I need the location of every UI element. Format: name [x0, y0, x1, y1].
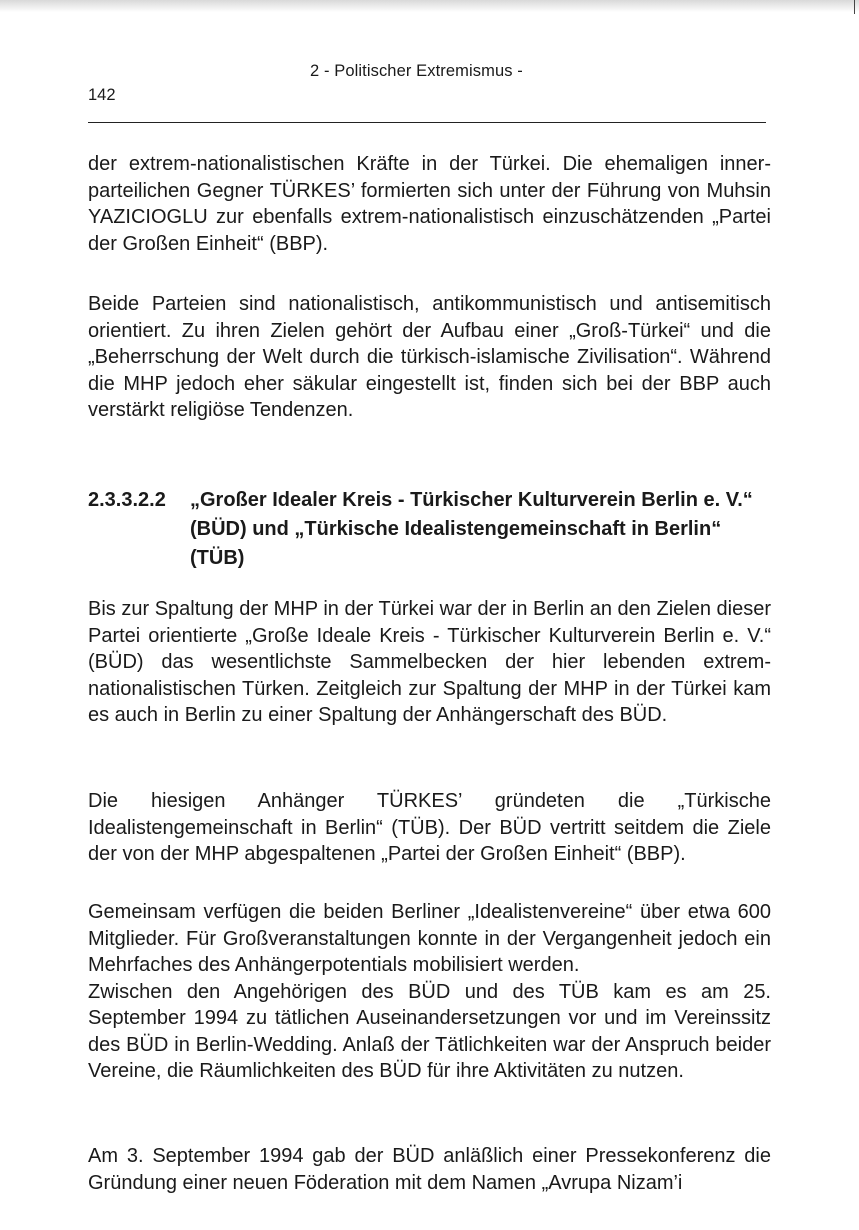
paragraph: Die hiesigen Anhänger TÜRKES’ gründeten die „Türkische Idealistengemeinschaft in Berlin“ (TÜB). Der BÜD vertritt seitdem die Ziele der von der MHP abgespaltenen „Partei der Großen Einheit“ (BBP).	[88, 790, 771, 865]
section-title: „Großer Idealer Kreis - Türkischer Kulturverein Berlin e. V.“ (BÜD) und „Türkische Idealistengemeinschaft in Berlin“ (TÜB)	[190, 489, 753, 569]
page-number: 142	[88, 86, 116, 104]
scan-edge-shadow	[0, 0, 859, 12]
paragraph: Gemeinsam verfügen die beiden Berliner „Idealistenvereine“ über etwa 600 Mitglieder. Für Großveranstaltungen konnte in der Vergangenheit jedoch ein Mehrfaches des Anhängerpotentials mobilisiert werden.	[88, 901, 771, 976]
header-rule	[88, 122, 766, 123]
running-header: 2 - Politischer Extremismus -	[310, 62, 523, 80]
section-number: 2.3.3.2.2	[88, 489, 166, 511]
scan-corner-mark	[854, 0, 855, 14]
paragraph: Beide Parteien sind nationalistisch, antikommunistisch und antisemitisch orientiert. Zu ihren Zielen gehört der Aufbau einer „Groß-Türkei“ und die „Beherrschung der Welt durch die türkisch-islamische Zivilisation“. Während die MHP jedoch eher säkular eingestellt ist, finden sich bei der BBP auch verstärkt religiöse Tendenzen.	[88, 293, 771, 421]
paragraph: Bis zur Spaltung der MHP in der Türkei war der in Berlin an den Zielen dieser Partei orientierte „Große Ideale Kreis - Türkischer Kulturverein Berlin e. V.“ (BÜD) das wesentlichste Sammelbecken der hier lebenden extrem-nationalistischen Türken. Zeitgleich zur Spaltung der MHP in der Türkei kam es auch in Berlin zu einer Spaltung der Anhängerschaft des BÜD.	[88, 598, 771, 726]
paragraph: der extrem-nationalistischen Kräfte in der Türkei. Die ehemaligen inner-parteilichen Gegner TÜRKES’ formierten sich unter der Führung von Muhsin YAZICIOGLU zur ebenfalls extrem-nationalistisch einzuschätzenden „Partei der Großen Einheit“ (BBP).	[88, 153, 771, 255]
paragraph: Am 3. September 1994 gab der BÜD anläßlich einer Pressekonferenz die Gründung einer neuen Föderation mit dem Namen „Avrupa Nizam’i	[88, 1145, 771, 1194]
paragraph-group	[88, 899, 771, 1085]
paragraph: Zwischen den Angehörigen des BÜD und des TÜB kam es am 25. September 1994 zu tätlichen Auseinandersetzungen vor und im Vereinssitz des BÜD in Berlin-Wedding. Anlaß der Tätlichkeiten war der Anspruch beider Vereine, die Räumlichkeiten des BÜD für ihre Aktivitäten zu nutzen.	[88, 980, 771, 1082]
